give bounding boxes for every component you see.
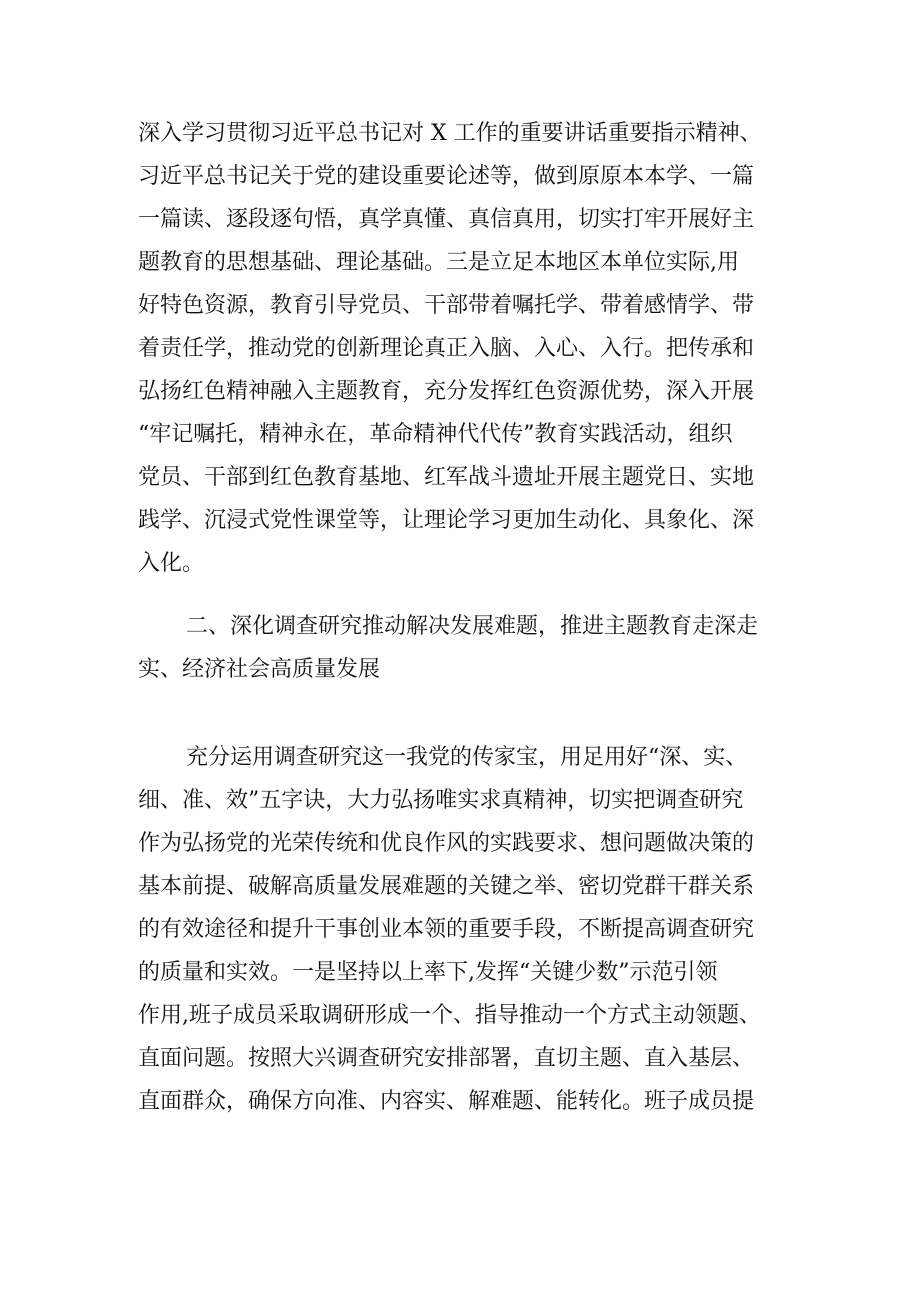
- paragraph-line: 的有效途径和提升干事创业本领的重要手段，不断提高调查研究: [138, 917, 755, 942]
- paragraph-line: 党员、干部到红色教育基地、红军战斗遗址开展主题党日、实地: [138, 465, 755, 490]
- paragraph-line: 的质量和实效。一是坚持以上率下,发挥“关键少数”示范引领: [138, 960, 718, 985]
- paragraph-line: 弘扬红色精神融入主题教育，充分发挥红色资源优势，深入开展: [138, 379, 755, 404]
- paragraph-line: 深入学习贯彻习近平总书记对 X 工作的重要讲话重要指示精神、: [138, 121, 762, 146]
- paragraph-line: “牢记嘱托，精神永在，革命精神代代传”教育实践活动，组织: [138, 422, 733, 447]
- paragraph-line: 题教育的思想基础、理论基础。三是立足本地区本单位实际,用: [138, 250, 739, 275]
- paragraph-line: 基本前提、破解高质量发展难题的关键之举、密切党群干群关系: [138, 874, 755, 899]
- paragraph-line: 一篇读、逐段逐句悟，真学真懂、真信真用，切实打牢开展好主: [138, 207, 755, 232]
- paragraph-line: 好特色资源，教育引导党员、干部带着嘱托学、带着感情学、带: [138, 293, 755, 318]
- paragraph-line: 入化。: [138, 551, 205, 576]
- paragraph-line: 充分运用调查研究这一我党的传家宝，用足用好“深、实、: [186, 745, 748, 770]
- paragraph-line: 着责任学，推动党的创新理论真正入脑、入心、入行。把传承和: [138, 336, 755, 361]
- paragraph-line: 细、准、效”五字诀，大力弘扬唯实求真精神，切实把调查研究: [138, 788, 744, 813]
- heading-line: 实、经济社会高质量发展: [138, 657, 381, 682]
- paragraph-line: 践学、沉浸式党性课堂等，让理论学习更加生动化、具象化、深: [138, 508, 755, 533]
- paragraph-line: 直面问题。按照大兴调查研究安排部署，直切主题、直入基层、: [138, 1046, 755, 1071]
- paragraph-line: 作为弘扬党的光荣传统和优良作风的实践要求、想问题做决策的: [138, 831, 755, 856]
- paragraph-1: [138, 112, 793, 585]
- paragraph-line: 作用,班子成员采取调研形成一个、指导推动一个方式主动领题、: [138, 1003, 761, 1028]
- paragraph-line: 习近平总书记关于党的建设重要论述等，做到原原本本学、一篇: [138, 164, 755, 189]
- paragraph-3: [138, 736, 793, 1123]
- paragraph-line: 直面群众，确保方向准、内容实、解难题、能转化。班子成员提: [138, 1089, 755, 1114]
- heading-line: 二、深化调查研究推动解决发展难题，推进主题教育走深走: [186, 614, 759, 639]
- section-heading-2: [138, 605, 793, 691]
